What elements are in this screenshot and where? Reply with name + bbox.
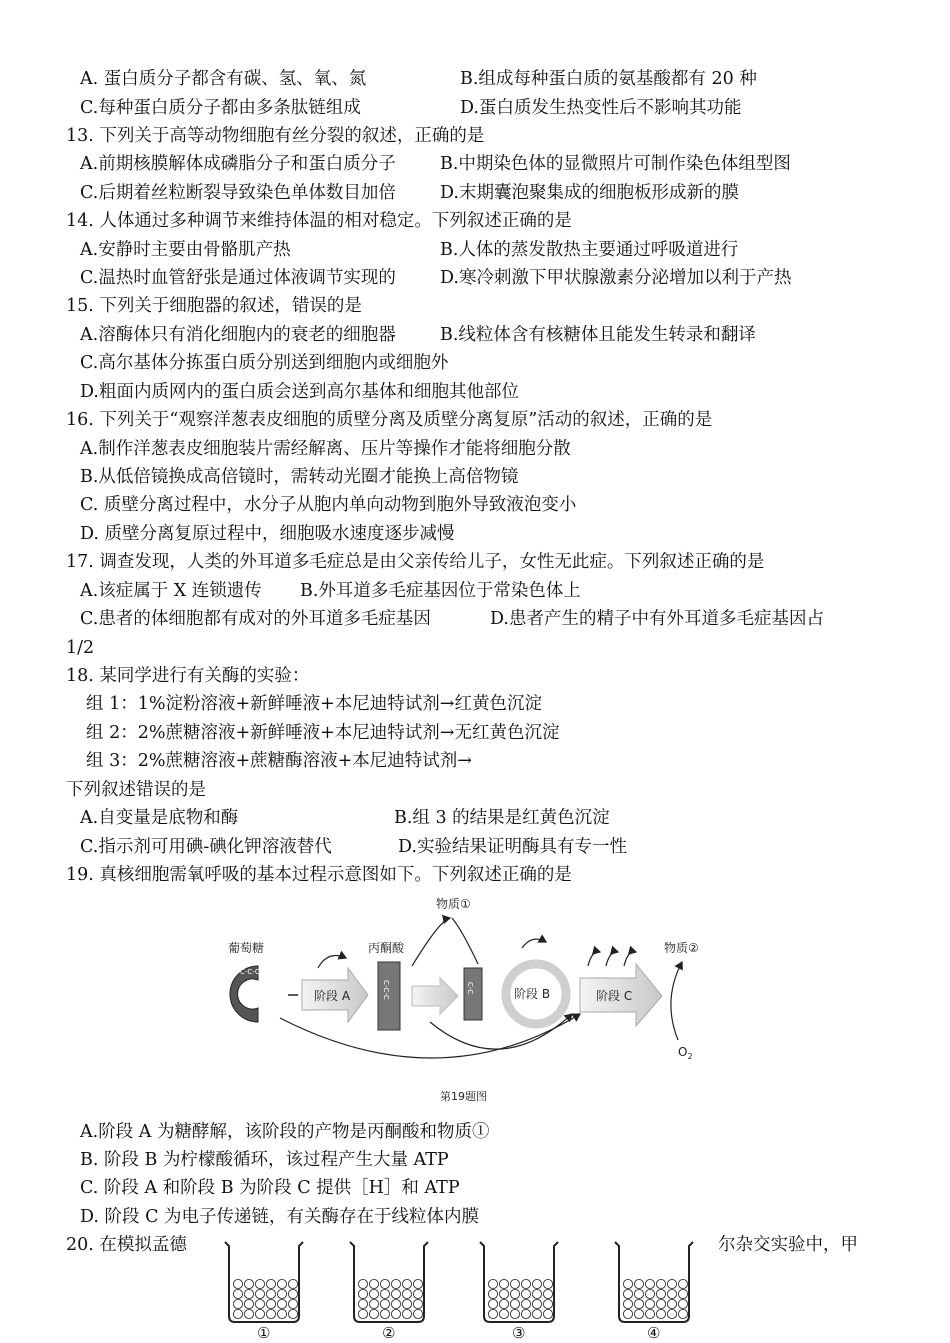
q16-option-b: B.从低倍镜换成高倍镜时，需转动光圈才能换上高倍物镜 bbox=[80, 467, 519, 487]
substance-1-label: 物质① bbox=[436, 897, 471, 911]
stage-a-label: 阶段 A bbox=[314, 989, 351, 1003]
q15-option-b: B.线粒体含有核糖体且能发生转录和翻译 bbox=[440, 325, 756, 345]
pyruvate-carbons: C-C-C bbox=[382, 980, 390, 1000]
beaker-4 bbox=[615, 1242, 693, 1342]
oxygen-label: $O_2$ bbox=[678, 1045, 693, 1061]
q12-option-b: B.组成每种蛋白质的氨基酸都有 20 种 bbox=[460, 69, 757, 89]
q17-option-c: C.患者的体细胞都有成对的外耳道多毛症基因 bbox=[80, 609, 431, 629]
q12-option-c: C.每种蛋白质分子都由多条肽链组成 bbox=[80, 98, 361, 118]
glucose-label: 葡萄糖 bbox=[228, 941, 265, 955]
q17-option-b: B.外耳道多毛症基因位于常染色体上 bbox=[300, 581, 581, 601]
q18-ask: 下列叙述错误的是 bbox=[66, 780, 206, 800]
q15-option-c: C.高尔基体分拣蛋白质分别送到细胞内或细胞外 bbox=[80, 353, 449, 373]
beakers-figure bbox=[215, 1236, 705, 1343]
q16-option-c: C. 质壁分离过程中，水分子从胞内单向动物到胞外导致液泡变小 bbox=[80, 495, 577, 515]
q16-stem: 16. 下列关于“观察洋葱表皮细胞的质壁分离及质壁分离复原”活动的叙述，正确的是 bbox=[66, 410, 713, 430]
q18-group-3: 组 3：2%蔗糖溶液+蔗糖酶溶液+本尼迪特试剂→ bbox=[86, 751, 472, 771]
beaker-1-label: ① bbox=[257, 1324, 271, 1342]
q15-option-a: A.溶酶体只有消化细胞内的衰老的细胞器 bbox=[80, 325, 396, 345]
q20-stem-right: 尔杂交实验中，甲 bbox=[718, 1235, 858, 1255]
beaker-4-label: ④ bbox=[647, 1324, 661, 1342]
q18-option-d: D.实验结果证明酶具有专一性 bbox=[398, 837, 627, 857]
beaker-1 bbox=[225, 1242, 303, 1342]
q17-option-d-cont: 1/2 bbox=[66, 638, 95, 658]
q14-option-a: A.安静时主要由骨骼肌产热 bbox=[80, 240, 291, 260]
q19-option-a: A.阶段 A 为糖酵解，该阶段的产物是丙酮酸和物质① bbox=[80, 1122, 490, 1142]
q19-option-d: D. 阶段 C 为电子传递链，有关酶存在于线粒体内膜 bbox=[80, 1207, 480, 1227]
q14-option-d: D.寒冷刺激下甲状腺激素分泌增加以利于产热 bbox=[440, 268, 792, 288]
q18-option-b: B.组 3 的结果是红黄色沉淀 bbox=[394, 808, 610, 828]
q17-option-a: A.该症属于 X 连锁遗传 bbox=[80, 581, 262, 601]
figure-caption: 第19题图 bbox=[440, 1090, 487, 1103]
q19-option-b: B. 阶段 B 为柠檬酸循环，该过程产生大量 ATP bbox=[80, 1150, 449, 1170]
q16-option-a: A.制作洋葱表皮细胞装片需经解离、压片等操作才能将细胞分散 bbox=[80, 439, 571, 459]
q20-stem-left: 20. 在模拟孟德 bbox=[66, 1235, 187, 1255]
beaker-2-label: ② bbox=[382, 1324, 396, 1342]
beaker-3 bbox=[480, 1242, 558, 1342]
pyruvate-label: 丙酮酸 bbox=[368, 941, 405, 955]
beaker-3-label: ③ bbox=[512, 1324, 526, 1342]
q18-option-c: C.指示剂可用碘-碘化钾溶液替代 bbox=[80, 837, 332, 857]
q13-stem: 13. 下列关于高等动物细胞有丝分裂的叙述，正确的是 bbox=[66, 126, 485, 146]
q13-option-c: C.后期着丝粒断裂导致染色单体数目加倍 bbox=[80, 183, 396, 203]
q14-option-c: C.温热时血管舒张是通过体液调节实现的 bbox=[80, 268, 396, 288]
q18-stem: 18. 某同学进行有关酶的实验： bbox=[66, 666, 310, 686]
q18-group-2: 组 2：2%蔗糖溶液+新鲜唾液+本尼迪特试剂→无红黄色沉淀 bbox=[86, 723, 560, 743]
q12-option-d: D.蛋白质发生热变性后不影响其功能 bbox=[460, 98, 742, 118]
q13-option-d: D.末期囊泡聚集成的细胞板形成新的膜 bbox=[440, 183, 739, 203]
q18-option-a: A.自变量是底物和酶 bbox=[80, 808, 239, 828]
q14-option-b: B.人体的蒸发散热主要通过呼吸道进行 bbox=[440, 240, 739, 260]
stage-b-label: 阶段 B bbox=[514, 987, 551, 1001]
transition-arrow bbox=[412, 978, 458, 1014]
q17-option-d: D.患者产生的精子中有外耳道多毛症基因占 bbox=[490, 609, 824, 629]
q15-option-d: D.粗面内质网内的蛋白质会送到高尔基体和细胞其他部位 bbox=[80, 382, 519, 402]
q18-group-1: 组 1：1%淀粉溶液+新鲜唾液+本尼迪特试剂→红黄色沉淀 bbox=[86, 694, 542, 714]
q13-option-b: B.中期染色体的显微照片可制作染色体组型图 bbox=[440, 154, 791, 174]
q12-option-a: A. 蛋白质分子都含有碳、氢、氧、氮 bbox=[80, 69, 367, 89]
q17-stem: 17. 调查发现，人类的外耳道多毛症总是由父亲传给儿子，女性无此症。下列叙述正确的是 bbox=[66, 552, 765, 572]
q19-option-c: C. 阶段 A 和阶段 B 为阶段 C 提供［H］和 ATP bbox=[80, 1178, 460, 1198]
substance-2-label: 物质② bbox=[664, 941, 699, 955]
q14-stem: 14. 人体通过多种调节来维持体温的相对稳定。下列叙述正确的是 bbox=[66, 211, 572, 231]
respiration-diagram bbox=[200, 890, 740, 1110]
acetyl-carbons: C-C bbox=[466, 982, 474, 995]
q16-option-d: D. 质壁分离复原过程中，细胞吸水速度逐步减慢 bbox=[80, 524, 455, 544]
svg-text:C-C-C: C-C-C bbox=[240, 968, 260, 976]
beaker-2 bbox=[350, 1242, 428, 1342]
q19-stem: 19. 真核细胞需氧呼吸的基本过程示意图如下。下列叙述正确的是 bbox=[66, 865, 572, 885]
q13-option-a: A.前期核膜解体成磷脂分子和蛋白质分子 bbox=[80, 154, 396, 174]
stage-c-label: 阶段 C bbox=[596, 989, 633, 1003]
q15-stem: 15. 下列关于细胞器的叙述，错误的是 bbox=[66, 296, 362, 316]
